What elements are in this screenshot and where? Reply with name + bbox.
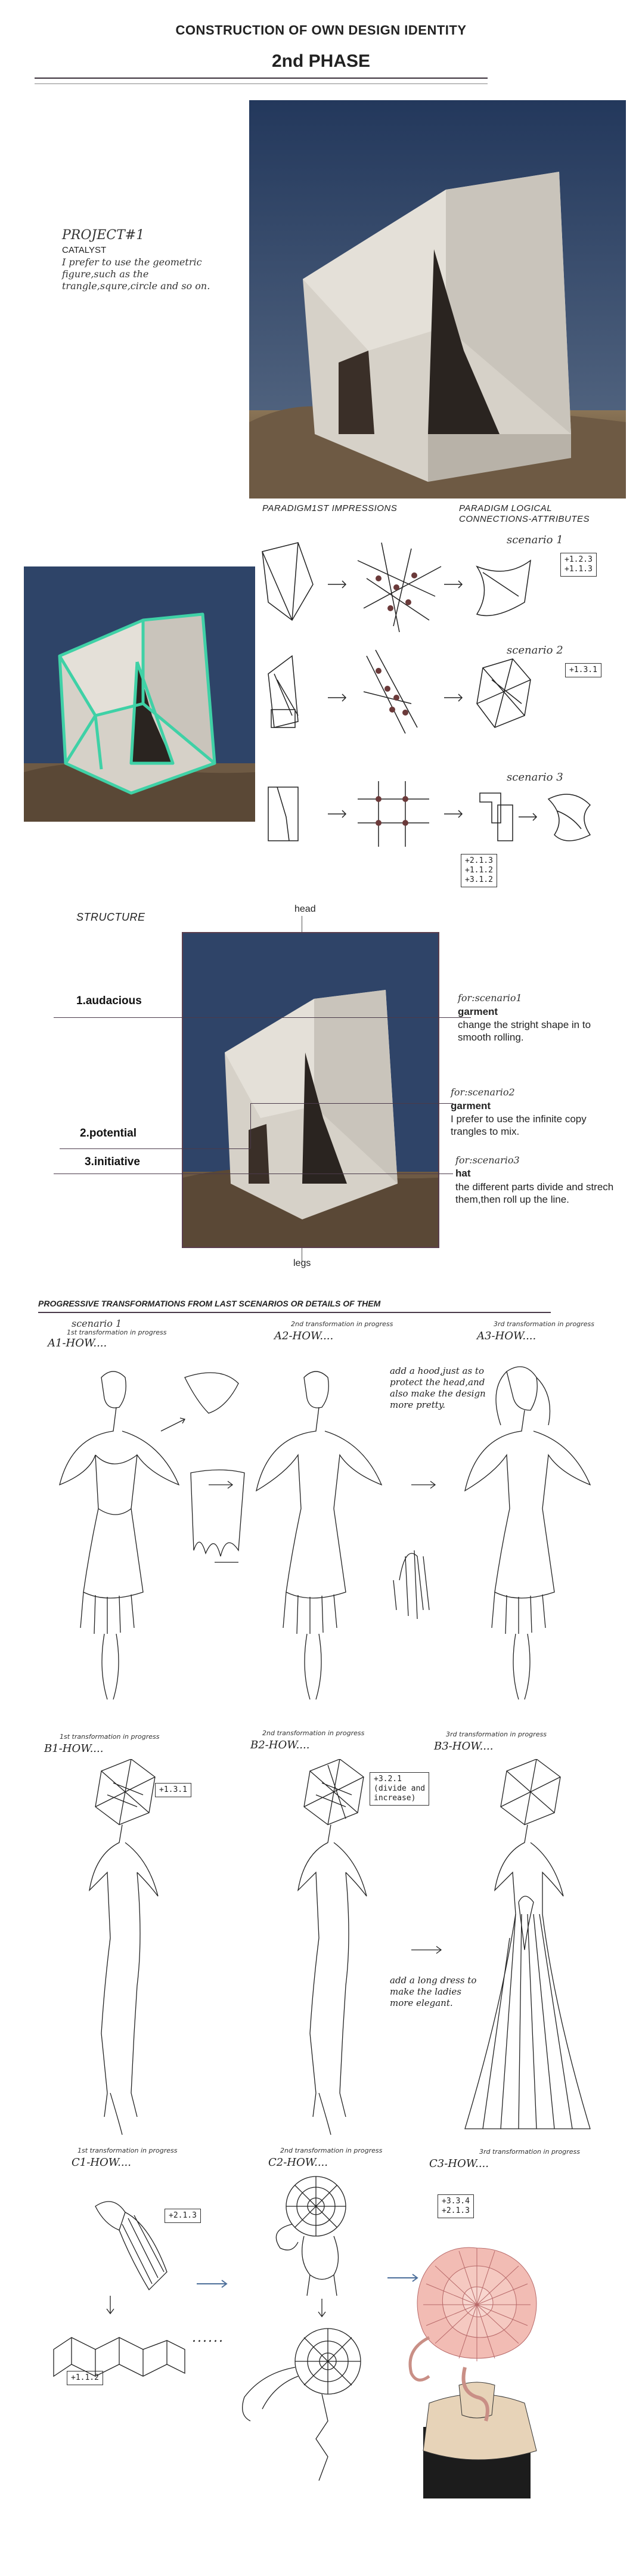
structure-head-label: head (294, 904, 316, 914)
structure-line-1 (54, 1017, 471, 1018)
structure-line-2-vert (250, 1103, 251, 1148)
paradigm-code-3: +2.1.3 +1.1.2 +3.1.2 (461, 854, 497, 887)
paradigm-scenario-1-label: scenario 1 (507, 534, 563, 546)
scenario-a-sketches (48, 1354, 620, 1705)
structure-line-2 (60, 1148, 250, 1149)
paradigm-logical-heading-1: PARADIGM LOGICAL (459, 503, 553, 513)
header-divider (35, 78, 488, 79)
b-transformation-1-caption: 1st transformation in progress (60, 1733, 160, 1741)
a-transformation-2-caption: 2nd transformation in progress (291, 1320, 393, 1328)
c3-label: C3-HOW.... (429, 2157, 489, 2170)
structure-item-potential: 2.potential (80, 1127, 137, 1140)
paradigm-impressions-heading: PARADIGM1ST IMPRESSIONS (262, 503, 398, 513)
a-transformation-1-caption: 1st transformation in progress (67, 1329, 167, 1336)
a1-label: A1-HOW.... (48, 1337, 107, 1349)
paradigm-scenario-2-label: scenario 2 (507, 644, 563, 657)
a-transformation-3-caption: 3rd transformation in progress (494, 1320, 594, 1328)
for-scenario1-text: change the stright shape in to smooth rolling. (458, 1019, 591, 1043)
for-scenario1-part: garment (458, 1006, 498, 1017)
b-transformation-2-caption: 2nd transformation in progress (262, 1729, 365, 1737)
for-scenario3-part: hat (455, 1168, 471, 1179)
b2-code: +3.2.1 (divide and increase) (370, 1772, 429, 1806)
c-transformation-3-caption: 3rd transformation in progress (479, 2148, 580, 2156)
c1-label: C1-HOW.... (72, 2156, 132, 2169)
for-scenario2-part: garment (451, 1100, 491, 1111)
building-photo-highlighted (24, 566, 255, 822)
for-scenario2: for:scenario2 (451, 1086, 515, 1098)
structure-item-initiative: 3.initiative (85, 1156, 140, 1168)
progressive-divider (38, 1312, 551, 1313)
scenario-1-label: scenario 1 (72, 1318, 122, 1329)
page-subtitle: 2nd PHASE (271, 51, 371, 71)
paradigm-scenario-3-label: scenario 3 (507, 771, 563, 784)
structure-legs-label: legs (293, 1258, 311, 1268)
scenario-b-sketches (48, 1759, 620, 2141)
c2-label: C2-HOW.... (268, 2156, 328, 2169)
structure-item-audacious: 1.audacious (76, 995, 142, 1007)
b1-label: B1-HOW.... (44, 1742, 104, 1755)
structure-photo (182, 932, 439, 1248)
structure-line-2-top (250, 1103, 453, 1104)
paradigm-sketches (256, 537, 626, 900)
b-note: add a long dress to make the ladies more elegant. (390, 1975, 477, 2008)
a-note: add a hood,just as to protect the head,and also make the design more pretty. (390, 1366, 486, 1410)
b2-label: B2-HOW.... (250, 1739, 310, 1751)
progressive-heading: PROGRESSIVE TRANSFORMATIONS FROM LAST SCENARIOS OR DETAILS OF THEM (38, 1299, 381, 1308)
c-transformation-2-caption: 2nd transformation in progress (280, 2147, 383, 2154)
b1-code: +1.3.1 (155, 1783, 191, 1797)
a2-label: A2-HOW.... (274, 1330, 334, 1342)
project-description: I prefer to use the geometric figure,such as the trangle,squre,circle and so on. (62, 256, 210, 292)
for-scenario2-text: I prefer to use the infinite copy trangles to mix. (451, 1113, 587, 1137)
c1-code: +2.1.3 (165, 2209, 201, 2223)
c-dots: ...... (192, 2330, 224, 2345)
b-transformation-3-caption: 3rd transformation in progress (446, 1730, 547, 1738)
paradigm-logical-heading-2: CONNECTIONS-ATTRIBUTES (459, 514, 590, 524)
paradigm-code-2: +1.3.1 (565, 663, 601, 677)
b3-label: B3-HOW.... (434, 1740, 494, 1753)
scenario-c-sketches (48, 2171, 620, 2564)
header-divider-thin (35, 83, 488, 84)
paradigm-code-1: +1.2.3 +1.1.3 (560, 553, 597, 577)
page-title: CONSTRUCTION OF OWN DESIGN IDENTITY (175, 23, 467, 38)
for-scenario3: for:scenario3 (455, 1154, 520, 1166)
building-photo-main (249, 100, 626, 499)
a3-label: A3-HOW.... (477, 1330, 536, 1342)
c-transformation-1-caption: 1st transformation in progress (77, 2147, 178, 2154)
c1-code-2: +1.1.2 (67, 2371, 103, 2385)
c3-code: +3.3.4 +2.1.3 (438, 2194, 474, 2218)
project-catalyst: CATALYST (62, 245, 107, 255)
for-scenario1: for:scenario1 (458, 992, 522, 1004)
for-scenario3-text: the different parts divide and strech them,then roll up the line. (455, 1181, 614, 1205)
project-name: PROJECT#1 (62, 228, 145, 243)
structure-heading: STRUCTURE (76, 911, 145, 923)
